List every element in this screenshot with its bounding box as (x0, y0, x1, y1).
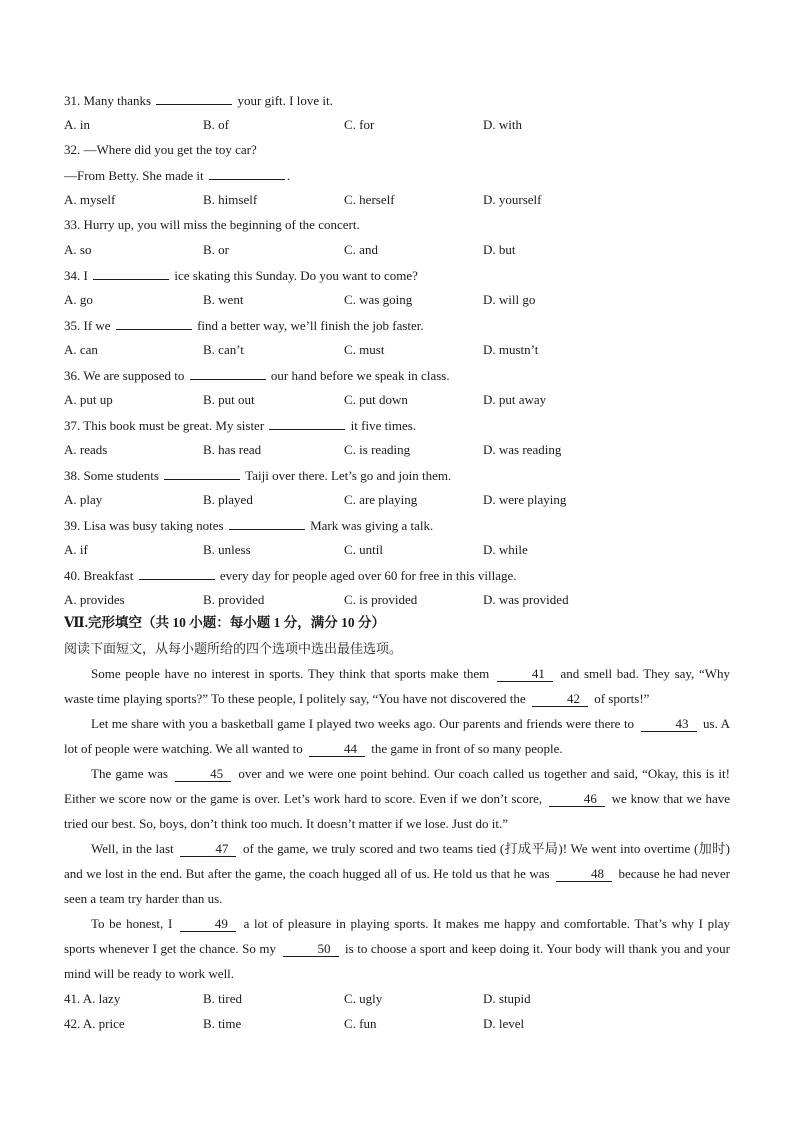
option-a: A. go (64, 292, 93, 307)
answer-blank (269, 417, 345, 430)
option-d: D. with (483, 117, 522, 132)
question-34 (64, 267, 418, 284)
passage-paragraph: Well, in the last 47 of the game, we truly scored and two teams tied (打成平局)! We went into overtime (加时) and we lost in the end. But after the game, the coach hugged all of us. He told us that he was 48 because he had never seen a team try harder than us. (64, 841, 730, 906)
option-b: B. time (203, 1016, 242, 1031)
question-text: your gift. I love it. (234, 93, 333, 108)
question-35 (64, 317, 424, 334)
option-a: 42. A. price (64, 1016, 125, 1031)
option-d: D. stupid (483, 991, 531, 1006)
cloze-blank: 42 (532, 692, 588, 707)
question-text: 31. Many thanks (64, 93, 155, 108)
question-text: 37. This book must be great. My sister (64, 418, 268, 433)
option-c: C. ugly (344, 991, 383, 1006)
question-37 (64, 417, 416, 434)
answer-blank (190, 367, 266, 380)
question-32-response (64, 167, 290, 184)
question-text: Mark was giving a talk. (306, 518, 434, 533)
option-d: D. yourself (483, 192, 542, 207)
question-text: 38. Some students (64, 468, 163, 483)
option-d: D. was reading (483, 442, 562, 457)
answer-blank (116, 317, 192, 330)
option-b: B. provided (203, 592, 265, 607)
passage-paragraph: Let me share with you a basketball game I played two weeks ago. Our parents and friends were there to 43 us. A lot of people were watching. We all wanted to 44 the game in front of so many people. (64, 716, 730, 756)
cloze-blank: 47 (180, 842, 236, 857)
question-text: our hand before we speak in class. (267, 368, 450, 383)
option-c: C. must (344, 342, 385, 357)
option-d: D. but (483, 242, 516, 257)
option-b: B. tired (203, 991, 242, 1006)
option-c: C. are playing (344, 492, 418, 507)
question-40 (64, 567, 517, 584)
option-c: C. is provided (344, 592, 418, 607)
cloze-blank: 49 (180, 917, 236, 932)
option-c: C. fun (344, 1016, 377, 1031)
question-text: 34. I (64, 268, 92, 283)
option-a: A. put up (64, 392, 113, 407)
option-b: B. himself (203, 192, 258, 207)
question-39 (64, 517, 433, 534)
option-d: D. will go (483, 292, 536, 307)
question-text: Taiji over there. Let’s go and join them. (242, 468, 452, 483)
answer-blank (156, 92, 232, 105)
option-c: C. until (344, 542, 384, 557)
option-b: B. has read (203, 442, 262, 457)
option-c: C. and (344, 242, 378, 257)
question-text: 39. Lisa was busy taking notes (64, 518, 227, 533)
answer-blank (139, 567, 215, 580)
cloze-blank: 46 (549, 792, 605, 807)
question-38 (64, 467, 451, 484)
option-b: B. put out (203, 392, 255, 407)
cloze-blank: 48 (556, 867, 612, 882)
question-text: ice skating this Sunday. Do you want to come? (171, 268, 418, 283)
cloze-blank: 41 (497, 667, 553, 682)
cloze-blank: 50 (283, 942, 339, 957)
answer-blank (93, 267, 169, 280)
option-c: C. put down (344, 392, 408, 407)
option-a: A. myself (64, 192, 116, 207)
option-b: B. played (203, 492, 253, 507)
option-a: A. play (64, 492, 103, 507)
option-d: D. put away (483, 392, 547, 407)
passage-paragraph: Some people have no interest in sports. They think that sports make them 41 and smell bad. They say, “Why waste time playing sports?” To these people, I politely say, “You have not discovered the 42 of sports!” (64, 666, 730, 706)
option-d: D. was provided (483, 592, 569, 607)
cloze-blank: 44 (309, 742, 365, 757)
option-d: D. mustn’t (483, 342, 539, 357)
question-text: find a better way, we’ll finish the job faster. (193, 318, 424, 333)
option-a: A. reads (64, 442, 108, 457)
passage-paragraph: To be honest, I 49 a lot of pleasure in playing sports. It makes me happy and comfortable. That’s why I play sports whenever I get the chance. So my 50 is to choose a sport and keep doing it. Your body will thank you and your mind will be ready to work well. (64, 916, 731, 981)
cloze-blank: 45 (175, 767, 231, 782)
question-text: 32. —Where did you get the toy car? (64, 142, 257, 157)
question-text: 35. If we (64, 318, 114, 333)
option-c: C. is reading (344, 442, 411, 457)
section-heading: Ⅶ.完形填空（共 10 小题：每小题 1 分，满分 10 分） (64, 615, 385, 630)
cloze-passage (64, 661, 730, 986)
option-d: D. were playing (483, 492, 567, 507)
option-a: A. so (64, 242, 92, 257)
question-33 (64, 217, 360, 233)
option-b: B. of (203, 117, 229, 132)
cloze-blank: 43 (641, 717, 697, 732)
option-c: C. for (344, 117, 375, 132)
question-31 (64, 92, 333, 109)
option-a: A. can (64, 342, 98, 357)
option-d: D. while (483, 542, 528, 557)
option-d: D. level (483, 1016, 525, 1031)
option-b: B. unless (203, 542, 251, 557)
option-b: B. went (203, 292, 244, 307)
question-text: 33. Hurry up, you will miss the beginning of the concert. (64, 217, 360, 232)
question-text: 36. We are supposed to (64, 368, 188, 383)
option-a: A. if (64, 542, 88, 557)
answer-blank (209, 167, 285, 180)
option-a: 41. A. lazy (64, 991, 121, 1006)
question-36 (64, 367, 450, 384)
option-a: A. in (64, 117, 90, 132)
option-c: C. was going (344, 292, 413, 307)
option-a: A. provides (64, 592, 125, 607)
answer-blank (229, 517, 305, 530)
question-text: . (286, 168, 291, 183)
section-instruction: 阅读下面短文，从每小题所给的四个选项中选出最佳选项。 (64, 641, 403, 656)
passage-paragraph: The game was 45 over and we were one point behind. Our coach called us together and said, “Okay, this is it! Either we score now or the game is over. Let’s work hard to score. Even if we don’t score, 46 we know that we have tried our best. So, boys, don’t think too much. It doesn’t matter if we lose. Just do it.” (64, 766, 730, 831)
question-text: —From Betty. She made it (64, 168, 207, 183)
question-text: it five times. (347, 418, 417, 433)
option-c: C. herself (344, 192, 395, 207)
option-b: B. or (203, 242, 229, 257)
answer-blank (164, 467, 240, 480)
option-b: B. can’t (203, 342, 244, 357)
question-text: 40. Breakfast (64, 568, 137, 583)
question-32 (64, 142, 257, 158)
question-text: every day for people aged over 60 for free in this village. (216, 568, 517, 583)
